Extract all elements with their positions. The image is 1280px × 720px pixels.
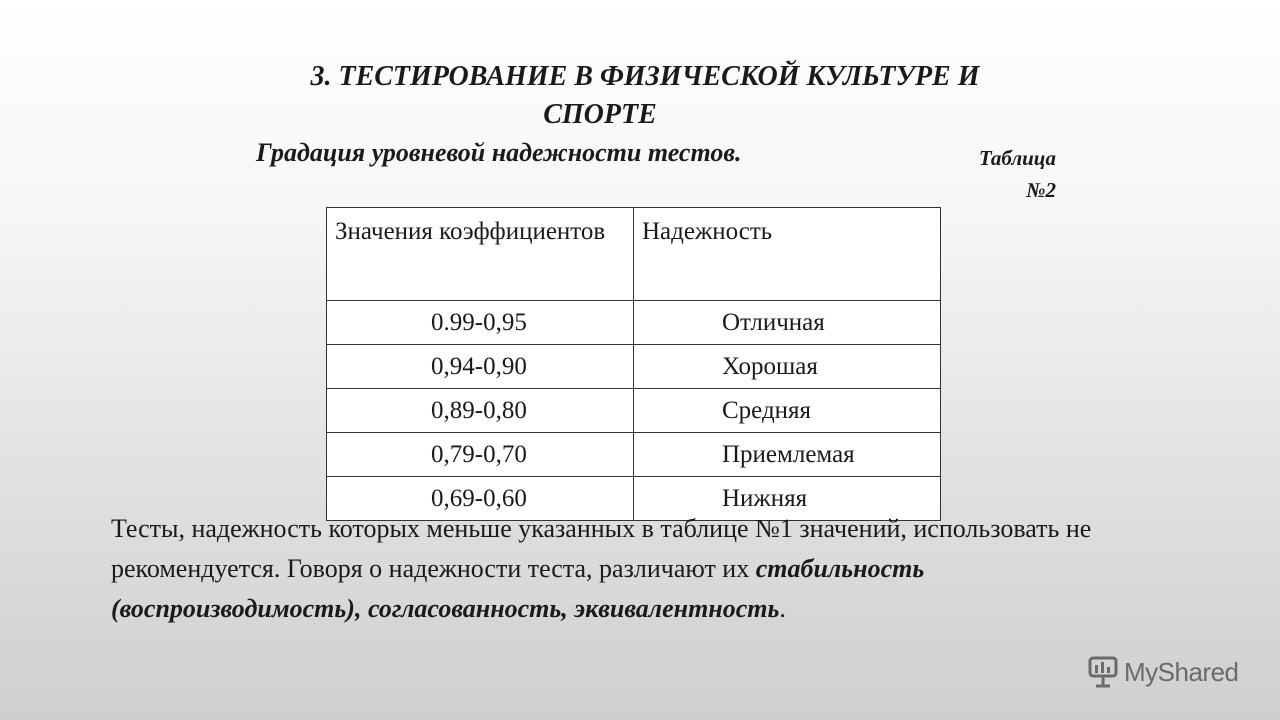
table-label-number: №2: [1026, 178, 1056, 202]
table-header-row: [327, 208, 941, 301]
slide-title-line-2: СПОРТЕ: [543, 99, 657, 130]
paragraph-text: Тесты, надежность которых меньше указанных в таблице №1 значений, использовать не рекомендуется. Говоря о надежности теста, различают их: [111, 514, 1092, 583]
paragraph-emphasis: стабильность (воспроизводимость), согласованность, эквивалентность: [111, 554, 925, 623]
coefficient-cell: 0,94-0,90: [327, 345, 634, 389]
reliability-cell: Нижняя: [634, 477, 941, 521]
coefficient-cell: 0,69-0,60: [327, 477, 634, 521]
table-label-word: Таблица: [978, 146, 1056, 170]
reliability-cell: Средняя: [634, 389, 941, 433]
reliability-cell: Отличная: [634, 301, 941, 345]
reliability-cell: Хорошая: [634, 345, 941, 389]
coefficient-cell: 0.99-0,95: [327, 301, 634, 345]
reliability-cell: Приемлемая: [634, 433, 941, 477]
myshared-logo-icon: [1088, 656, 1118, 688]
body-paragraph: [111, 509, 1121, 629]
table-caption: Градация уровневой надежности тестов.: [256, 138, 742, 167]
table-row: [327, 389, 941, 433]
column-header-coefficients: Значения коэффициентов: [327, 208, 634, 301]
slide-title: [0, 58, 1280, 134]
table-number-label: [979, 142, 1056, 206]
reliability-table: [326, 207, 941, 521]
myshared-watermark[interactable]: [1088, 656, 1239, 688]
table-row: [327, 301, 941, 345]
coefficient-cell: 0,79-0,70: [327, 433, 634, 477]
table-row: [327, 345, 941, 389]
slide-title-line-1: 3. ТЕСТИРОВАНИЕ В ФИЗИЧЕСКОЙ КУЛЬТУРЕ И: [310, 61, 980, 92]
coefficient-cell: 0,89-0,80: [327, 389, 634, 433]
watermark-text: MyShared: [1124, 656, 1239, 687]
paragraph-end: .: [779, 594, 786, 623]
table-row: [327, 433, 941, 477]
column-header-reliability: Надежность: [634, 208, 941, 301]
